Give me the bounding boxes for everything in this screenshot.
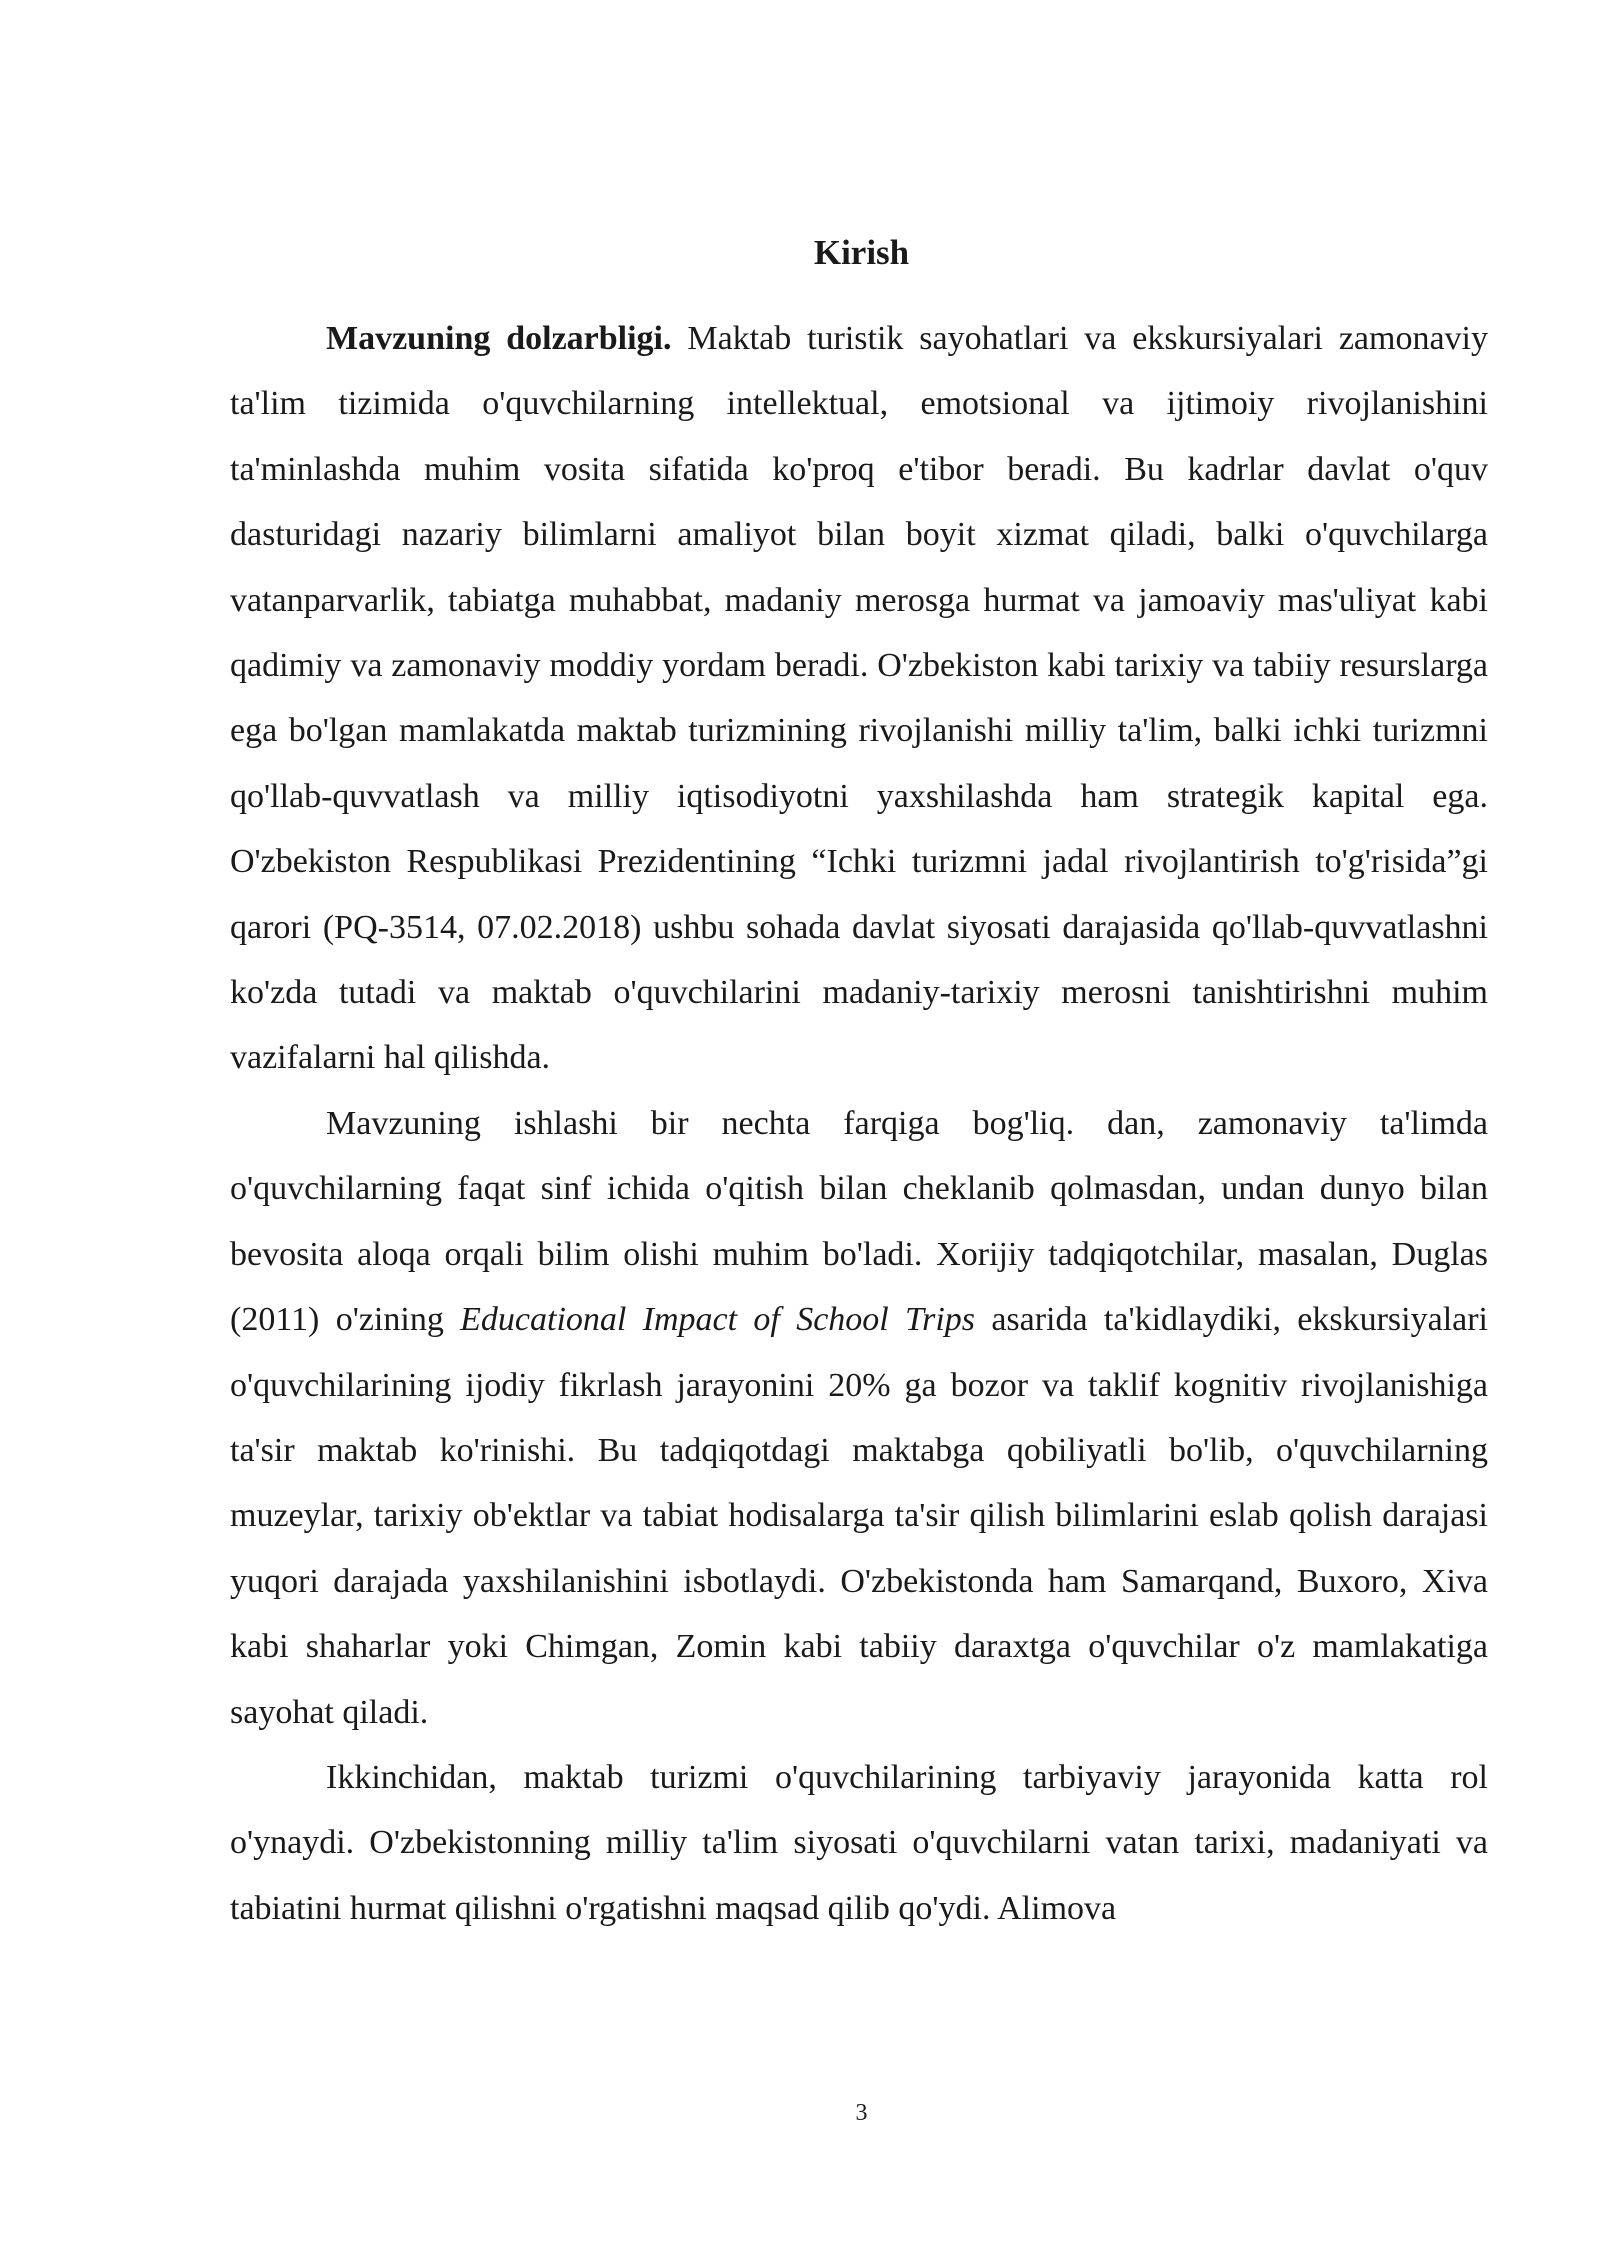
second-text: Ikkinchidan, maktab turizmi o'quvchilarining tarbiyaviy jarayonida katta rol o'ynaydi. O'zbekistonning milliy ta'lim siyosati o'quvchilarni vatan tarixi, madaniyati va tabiatini hurmat qilishni o'rgatishni maqsad qilib qo'ydi. Alimova: [230, 1758, 1488, 1927]
paragraph-relevance: [230, 306, 1488, 1091]
paragraph-second: [230, 1745, 1488, 1941]
section-title: Kirish: [813, 233, 910, 272]
page-number: 3: [855, 2100, 868, 2126]
research-text-before: Mavzuning ishlashi bir nechta farqiga bog'liq. dan, zamonaviy ta'limda o'quvchilarning faqat sinf ichida o'qitish bilan cheklanib qolmasdan, undan dunyo bilan bevosita aloqa orqali bilim olishi muhim bo'ladi. Xorijiy tadqiqotchilar, masalan, Duglas (2011) o'zining: [230, 1104, 1488, 1339]
research-text-after: asarida ta'kidlaydiki, ekskursiyalari o'quvchilarining ijodiy fikrlash jarayonini 20% ga bozor va taklif kognitiv rivojlanishiga ta'sir maktab ko'rinishi. Bu tadqiqotdagi maktabga qobiliyatli bo'lib, o'quvchilarning muzeylar, tarixiy ob'ektlar va tabiat hodisalarga ta'sir qilish bilimlarini eslab qolish darajasi yuqori darajada yaxshilanishini isbotlaydi. O'zbekistonda ham Samarqand, Buxoro, Xiva kabi shaharlar yoki Chimgan, Zomin kabi tabiiy daraxtga o'quvchilar o'z mamlakatiga sayohat qiladi.: [230, 1301, 1489, 1731]
paragraph-research: [230, 1091, 1488, 1745]
body-text: [230, 306, 1488, 1941]
relevance-text: Maktab turistik sayohatlari va ekskursiyalari zamonaviy ta'lim tizimida o'quvchilarning intellektual, emotsional va ijtimoiy rivojlanishini ta'minlashda muhim vosita sifatida ko'proq e'tibor beradi. Bu kadrlar davlat o'quv dasturidagi nazariy bilimlarni amaliyot bilan boyit xizmat qiladi, balki o'quvchilarga vatanparvarlik, tabiatga muhabbat, madaniy merosga hurmat va jamoaviy mas'uliyat kabi qadimiy va zamonaviy moddiy yordam beradi. O'zbekiston kabi tarixiy va tabiiy resurslarga ega bo'lgan mamlakatda maktab turizmining rivojlanishi milliy ta'lim, balki ichki turizmni qo'llab-quvvatlash va milliy iqtisodiyotni yaxshilashda ham strategik kapital ega. O'zbekiston Respublikasi Prezidentining “Ichki turizmni jadal rivojlantirish to'g'risida”gi qarori (PQ-3514, 07.02.2018) ushbu sohada davlat siyosati darajasida qo'llab-quvvatlashni ko'zda tutadi va maktab o'quvchilarini madaniy-tarixiy merosni tanishtirishni muhim vazifalarni hal qilishda.: [230, 320, 1488, 1077]
relevance-lead: Mavzuning dolzarbligi.: [326, 320, 672, 357]
cited-work-title: Educational Impact of School Trips: [460, 1301, 975, 1339]
